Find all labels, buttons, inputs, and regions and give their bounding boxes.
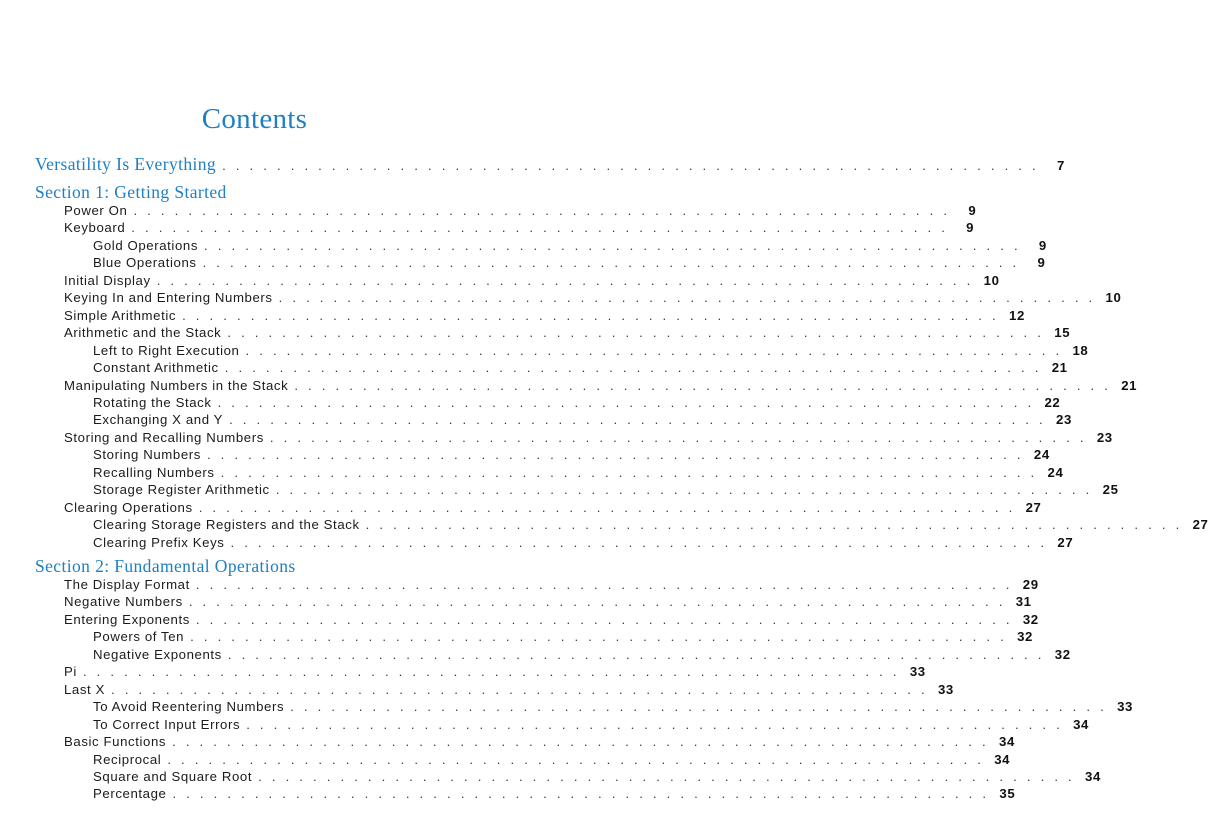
dot-leader: . . . . . . . . . . . . . . . . . . . . . . . . . . . . . . . . . . . . . . . . . . . . . . . . . . . . . . . . . . . . [167,751,985,767]
dot-leader: . . . . . . . . . . . . . . . . . . . . . . . . . . . . . . . . . . . . . . . . . . . . . . . . . . . . . . . . . . . . [275,482,1093,498]
toc-entry [64,272,1000,289]
toc-entry [93,698,1133,715]
dot-leader: . . . . . . . . . . . . . . . . . . . . . . . . . . . . . . . . . . . . . . . . . . . . . . . . . . . . . . . . . . . . [131,220,949,236]
dot-leader: . . . . . . . . . . . . . . . . . . . . . . . . . . . . . . . . . . . . . . . . . . . . . . . . . . . . . . . . . . . . [204,237,1021,253]
page-number: 32 [1017,629,1033,645]
page-number: 9 [968,203,977,218]
entry-label: Powers of Ten [93,629,185,645]
dot-leader: . . . . . . . . . . . . . . . . . . . . . . . . . . . . . . . . . . . . . . . . . . . . . . . . . . . . . . . . . . . . [172,734,989,750]
toc-entry [64,593,1032,610]
dot-leader: . . . . . . . . . . . . . . . . . . . . . . . . . . . . . . . . . . . . . . . . . . . . . . . . . . . . . . . . . . . . [195,611,1013,627]
page-number: 24 [1033,447,1050,463]
dot-leader: . . . . . . . . . . . . . . . . . . . . . . . . . . . . . . . . . . . . . . . . . . . . . . . . . . . . . . . . . . . . [365,517,1183,533]
page-number: 34 [999,734,1015,750]
page-title: Contents [201,103,308,135]
entry-label: Pi [64,664,77,680]
entry-label: Reciprocal [93,751,162,767]
toc-heading [35,153,1065,175]
toc-entry [93,359,1068,376]
entry-label: Basic Functions [64,734,167,750]
toc-entry [93,446,1050,463]
entry-label: Simple Arithmetic [64,307,177,323]
toc-entry [93,646,1071,663]
page-number: 34 [994,751,1011,767]
page-number: 9 [1037,255,1046,271]
dot-leader: . . . . . . . . . . . . . . . . . . . . . . . . . . . . . . . . . . . . . . . . . . . . . . . . . . . . . . . . . . . . [290,699,1107,715]
entry-label: Left to Right Execution [93,342,240,358]
entry-label: Recalling Numbers [93,464,215,480]
heading-label: Section 2: Fundamental Operations [35,556,296,576]
dot-leader: . . . . . . . . . . . . . . . . . . . . . . . . . . . . . . . . . . . . . . . . . . . . . . . . . . . . . . . . . . . . [172,786,990,802]
page-number: 35 [999,786,1016,802]
toc-entry [93,768,1101,785]
toc-entry [93,411,1072,428]
page-number: 29 [1022,577,1039,592]
page-number: 9 [1038,237,1047,253]
toc-entry [64,733,1015,750]
entry-label: To Correct Input Errors [93,716,241,732]
toc-entry [64,219,975,236]
dot-leader: . . . . . . . . . . . . . . . . . . . . . . . . . . . . . . . . . . . . . . . . . . . . . . . . . . . . . . . . . . . . [278,290,1096,306]
page-number: 27 [1057,534,1074,550]
page-number: 9 [966,220,975,236]
toc-entry [64,324,1071,341]
dot-leader: . . . . . . . . . . . . . . . . . . . . . . . . . . . . . . . . . . . . . . . . . . . . . . . . . . . . . . . . . . . . [82,664,900,680]
dot-leader: . . . . . . . . . . . . . . . . . . . . . . . . . . . . . . . . . . . . . . . . . . . . . . . . . . . . . . . . . . . . [294,377,1112,393]
page-number: 25 [1102,482,1119,498]
dot-leader: . . . . . . . . . . . . . . . . . . . . . . . . . . . . . . . . . . . . . . . . . . . . . . . . . . . . . . . . . . . . [227,646,1045,662]
toc-entry [93,481,1119,498]
dot-leader: . . . . . . . . . . . . . . . . . . . . . . . . . . . . . . . . . . . . . . . . . . . . . . . . . . . . . . . . . . . . [246,716,1063,732]
dot-leader: . . . . . . . . . . . . . . . . . . . . . . . . . . . . . . . . . . . . . . . . . . . . . . . . . . . . . . . . . . . . [111,681,928,697]
heading-label: Section 1: Getting Started [35,182,227,202]
page-number: 27 [1192,517,1208,533]
dot-leader: . . . . . . . . . . . . . . . . . . . . . . . . . . . . . . . . . . . . . . . . . . . . . . . . . . . . . . . . . . . . [224,360,1042,376]
dot-leader: . . . . . . . . . . . . . . . . . . . . . . . . . . . . . . . . . . . . . . . . . . . . . . . . . . . . . . . . . . . . [133,203,951,218]
toc-entry [93,516,1208,533]
dot-leader: . . . . . . . . . . . . . . . . . . . . . . . . . . . . . . . . . . . . . . . . . . . . . . . . . . . . . . . . . . . . [227,325,1045,341]
entry-label: Exchanging X and Y [93,412,224,428]
entry-label: Rotating the Stack [93,394,212,410]
entry-label: Constant Arithmetic [93,360,219,376]
page-number: 24 [1047,464,1064,480]
entry-label: Storing Numbers [93,447,201,463]
entry-label: Percentage [93,786,167,802]
dot-leader: . . . . . . . . . . . . . . . . . . . . . . . . . . . . . . . . . . . . . . . . . . . . . . . . . . . . . . . . . . . . [198,499,1016,515]
page-number: 18 [1072,342,1089,358]
entry-label: Power On [64,203,128,218]
page-number: 23 [1096,429,1113,445]
dot-leader: . . . . . . . . . . . . . . . . . . . . . . . . . . . . . . . . . . . . . . . . . . . . . . . . . . . . . . . . . . . . [190,629,1007,645]
entry-label: Clearing Prefix Keys [93,534,225,550]
page-number: 32 [1022,611,1039,627]
entry-label: Entering Exponents [64,611,190,627]
entry-label: Storing and Recalling Numbers [64,429,264,445]
entry-label: To Avoid Reentering Numbers [93,699,285,715]
dot-leader: . . . . . . . . . . . . . . . . . . . . . . . . . . . . . . . . . . . . . . . . . . . . . . . . . . . . . . . . . . . . [220,464,1038,480]
dot-leader: . . . . . . . . . . . . . . . . . . . . . . . . . . . . . . . . . . . . . . . . . . . . . . . . . . . . . . . . . . . . [230,534,1048,550]
dot-leader: . . . . . . . . . . . . . . . . . . . . . . . . . . . . . . . . . . . . . . . . . . . . . . . . . . . . . . . . . . . . [229,412,1046,428]
entry-label: Gold Operations [93,237,199,253]
page-number: 27 [1025,499,1042,515]
toc-entry [64,681,954,698]
entry-label: Arithmetic and the Stack [64,325,222,341]
dot-leader: . . . . . . . . . . . . . . . . . . . . . . . . . . . . . . . . . . . . . . . . . . . . . . . . . . . . . . . . . . . . [202,255,1020,271]
toc-entry [64,611,1039,628]
dot-leader: . . . . . . . . . . . . . . . . . . . . . . . . . . . . . . . . . . . . . . . . . . . . . . . . . . . . . . . . . . . . [188,594,1006,610]
page-number: 32 [1054,646,1071,662]
page-number: 21 [1121,377,1138,393]
toc-entry [64,663,926,680]
entry-label: Initial Display [64,272,151,288]
dot-leader: . . . . . . . . . . . . . . . . . . . . . . . . . . . . . . . . . . . . . . . . . . . . . . . . . . . . . . . . . . . . [245,342,1063,358]
toc-entry [93,464,1064,481]
entry-label: Storage Register Arithmetic [93,482,270,498]
toc-entry [64,576,1039,593]
toc-entry [64,377,1138,394]
dot-leader: . . . . . . . . . . . . . . . . . . . . . . . . . . . . . . . . . . . . . . . . . . . . . . . . . . . . . . . . . . . . [156,272,974,288]
page-number: 33 [909,664,926,680]
entry-label: The Display Format [64,577,190,592]
page-number: 7 [1056,158,1065,173]
page-number: 22 [1044,394,1061,410]
dot-leader: . . . . . . . . . . . . . . . . . . . . . . . . . . . . . . . . . . . . . . . . . . . . . . . . . . . . . . . . . . . . [222,158,1039,173]
toc-entry [93,628,1033,645]
page-number: 10 [1105,290,1122,306]
entry-label: Negative Numbers [64,594,183,610]
entry-label: Clearing Storage Registers and the Stack [93,517,360,533]
entry-label: Keying In and Entering Numbers [64,290,273,306]
toc-entry [93,342,1089,359]
toc-entry [64,289,1122,306]
page-number: 21 [1051,360,1068,376]
entry-label: Last X [64,681,105,697]
toc-entry [93,751,1011,768]
toc-heading [35,555,476,577]
dot-leader: . . . . . . . . . . . . . . . . . . . . . . . . . . . . . . . . . . . . . . . . . . . . . . . . . . . . . . . . . . . . [206,447,1024,463]
page-number: 23 [1056,412,1072,428]
entry-label: Square and Square Root [93,768,253,784]
dot-leader: . . . . . . . . . . . . . . . . . . . . . . . . . . . . . . . . . . . . . . . . . . . . . . . . . . . . . . . . . . . . [195,577,1013,592]
page-number: 34 [1085,768,1101,784]
entry-label: Blue Operations [93,255,197,271]
toc-entry [93,716,1089,733]
page-number: 10 [983,272,1000,288]
page-number: 34 [1073,716,1089,732]
page-number: 15 [1054,325,1071,341]
toc-entry [64,202,977,219]
entry-label: Manipulating Numbers in the Stack [64,377,289,393]
toc-entry [64,499,1042,516]
entry-label: Clearing Operations [64,499,193,515]
heading-label: Versatility Is Everything [35,154,217,174]
entry-label: Negative Exponents [93,646,222,662]
toc-entry [93,237,1047,254]
dot-leader: . . . . . . . . . . . . . . . . . . . . . . . . . . . . . . . . . . . . . . . . . . . . . . . . . . . . . . . . . . . . [269,429,1087,445]
toc-entry [93,785,1016,802]
page-number: 33 [1117,699,1133,715]
toc-entry [64,429,1113,446]
dot-leader: . . . . . . . . . . . . . . . . . . . . . . . . . . . . . . . . . . . . . . . . . . . . . . . . . . . . . . . . . . . . [182,307,999,323]
toc-entry [93,534,1074,551]
entry-label: Keyboard [64,220,126,236]
page-number: 31 [1015,594,1032,610]
dot-leader: . . . . . . . . . . . . . . . . . . . . . . . . . . . . . . . . . . . . . . . . . . . . . . . . . . . . . . . . . . . . [217,394,1035,410]
toc-entry [64,307,1025,324]
toc-entry [93,254,1046,271]
toc-heading [35,181,476,203]
toc-entry [93,394,1061,411]
page-number: 12 [1009,307,1025,323]
dot-leader: . . . . . . . . . . . . . . . . . . . . . . . . . . . . . . . . . . . . . . . . . . . . . . . . . . . . . . . . . . . . [258,768,1075,784]
page-number: 33 [937,681,954,697]
